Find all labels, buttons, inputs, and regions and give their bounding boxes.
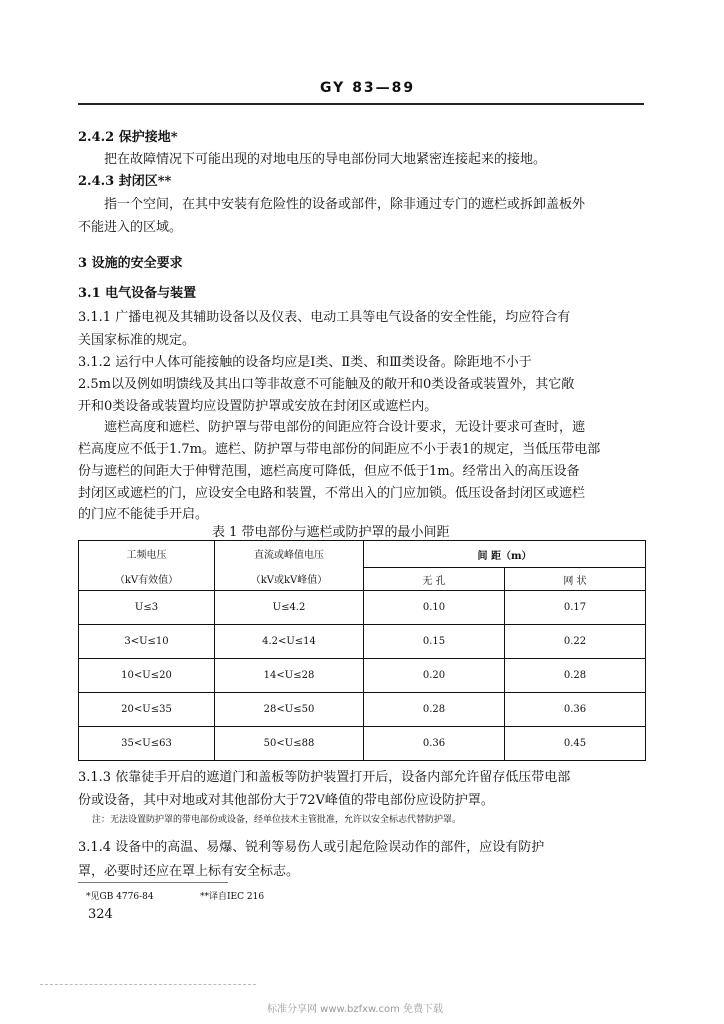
section-3-title: 3 设施的安全要求 xyxy=(78,256,183,271)
header-rule xyxy=(78,103,644,105)
page-number: 324 xyxy=(88,907,113,922)
col-ac-header-unit: （kV有效值） xyxy=(114,574,179,586)
section-3-1-2-line1: 3.1.2 运行中人体可能接触的设备均应是Ⅰ类、Ⅱ类、和Ⅲ类设备。除距地不小于 xyxy=(78,355,532,370)
section-2-4-2-body: 把在故障情况下可能出现的对地电压的导电部份同大地紧密连接起来的接地。 xyxy=(104,152,547,167)
cell-dc: U≤4.2 xyxy=(215,591,364,625)
section-3-1-1-line1: 3.1.1 广播电视及其辅助设备以及仪表、电动工具等电气设备的安全性能，均应符合有 xyxy=(78,310,571,325)
page-header: GY 83—89 xyxy=(320,80,416,96)
cell-ac: 10<U≤20 xyxy=(79,659,215,693)
col-ac-header-label: 工频电压 xyxy=(126,549,167,561)
table-row xyxy=(79,591,646,625)
section-2-4-2-title: 2.4.2 保护接地* xyxy=(78,130,178,145)
section-3-1-2-line3: 开和0类设备或装置均应设置防护罩或安放在封闭区或遮栏内。 xyxy=(78,399,438,414)
table-row xyxy=(79,659,646,693)
cell-dc: 28<U≤50 xyxy=(215,693,364,727)
col-no-hole-header: 无 孔 xyxy=(364,568,505,591)
cell-ac: 35<U≤63 xyxy=(79,727,215,761)
bottom-dashed-rule xyxy=(40,984,256,985)
distance-table xyxy=(78,540,646,761)
section-3-1-4-line2: 罩，必要时还应在罩上标有安全标志。 xyxy=(78,864,300,879)
cell-dc: 14<U≤28 xyxy=(215,659,364,693)
section-3-1-2-p2-line2: 栏高度应不低于1.7m。遮栏、防护罩与带电部份的间距应不小于表1的规定，当低压带电部 xyxy=(78,442,601,457)
cell-no-hole: 0.10 xyxy=(364,591,505,625)
watermark-link[interactable]: 标准分享网 www.bzfxw.com 免费下载 xyxy=(267,1004,443,1015)
footnote-2: **译自IEC 216 xyxy=(200,892,265,902)
table-caption: 表 1 带电部份与遮栏或防护罩的最小间距 xyxy=(212,525,450,540)
col-dc-header-label: 直流或峰值电压 xyxy=(254,549,324,561)
cell-no-hole: 0.28 xyxy=(364,693,505,727)
section-3-1-2-p2-line5: 的门应不能徒手开启。 xyxy=(78,507,209,522)
cell-mesh: 0.36 xyxy=(505,693,646,727)
table-row xyxy=(79,727,646,761)
table-row xyxy=(79,693,646,727)
footnote-rule xyxy=(78,882,228,883)
cell-mesh: 0.28 xyxy=(505,659,646,693)
section-3-1-3-note: 注：无法设置防护罩的带电部份或设备，经单位技术主管批准，允许以安全标志代替防护罩。 xyxy=(92,815,462,825)
cell-ac: 3<U≤10 xyxy=(79,625,215,659)
section-2-4-3-body-line2: 不能进入的区域。 xyxy=(78,220,183,235)
col-distance-header: 间 距（m） xyxy=(364,541,646,568)
section-3-1-title: 3.1 电气设备与装置 xyxy=(78,286,197,301)
cell-mesh: 0.17 xyxy=(505,591,646,625)
section-3-1-3-line1: 3.1.3 依靠徒手开启的遮道门和盖板等防护装置打开后，设备内部允许留存低压带电部 xyxy=(78,770,571,785)
cell-no-hole: 0.15 xyxy=(364,625,505,659)
cell-no-hole: 0.36 xyxy=(364,727,505,761)
section-3-1-2-p2-line4: 封闭区或遮栏的门，应设安全电路和装置，不常出入的门应加锁。低压设备封闭区或遮栏 xyxy=(78,486,586,501)
cell-mesh: 0.45 xyxy=(505,727,646,761)
footnote-1: *见GB 4776-84 xyxy=(86,892,154,902)
section-3-1-2-p2-line3: 份与遮栏的间距大于伸臂范围，遮栏高度可降低，但应不低于1m。经常出入的高压设备 xyxy=(78,464,580,479)
cell-ac: 20<U≤35 xyxy=(79,693,215,727)
section-2-4-3-body-line1: 指一个空间，在其中安装有危险性的设备或部件，除非通过专门的遮栏或拆卸盖板外 xyxy=(104,197,586,212)
cell-ac: U≤3 xyxy=(79,591,215,625)
section-3-1-2-line2: 2.5m以及例如明馈线及其出口等非故意不可能触及的敞开和0类设备或装置外，其它敞 xyxy=(78,377,575,392)
table-header-row xyxy=(79,541,646,568)
cell-dc: 50<U≤88 xyxy=(215,727,364,761)
col-dc-voltage-header xyxy=(215,541,364,591)
section-3-1-1-line2: 关国家标准的规定。 xyxy=(78,333,196,348)
col-dc-header-unit: （kV或kV峰值） xyxy=(250,574,328,586)
cell-no-hole: 0.20 xyxy=(364,659,505,693)
section-3-1-3-line2: 份或设备，其中对地或对其他部份大于72V峰值的带电部份应设防护罩。 xyxy=(78,793,494,808)
section-3-1-2-p2-line1: 遮栏高度和遮栏、防护罩与带电部份的间距应符合设计要求，无设计要求可查时，遮 xyxy=(104,420,586,435)
cell-dc: 4.2<U≤14 xyxy=(215,625,364,659)
section-3-1-4-line1: 3.1.4 设备中的高温、易爆、锐利等易伤人或引起危险误动作的部件，应设有防护 xyxy=(78,840,545,855)
table-row xyxy=(79,625,646,659)
cell-mesh: 0.22 xyxy=(505,625,646,659)
col-mesh-header: 网 状 xyxy=(505,568,646,591)
col-ac-voltage-header xyxy=(79,541,215,591)
section-2-4-3-title: 2.4.3 封闭区** xyxy=(78,174,172,189)
